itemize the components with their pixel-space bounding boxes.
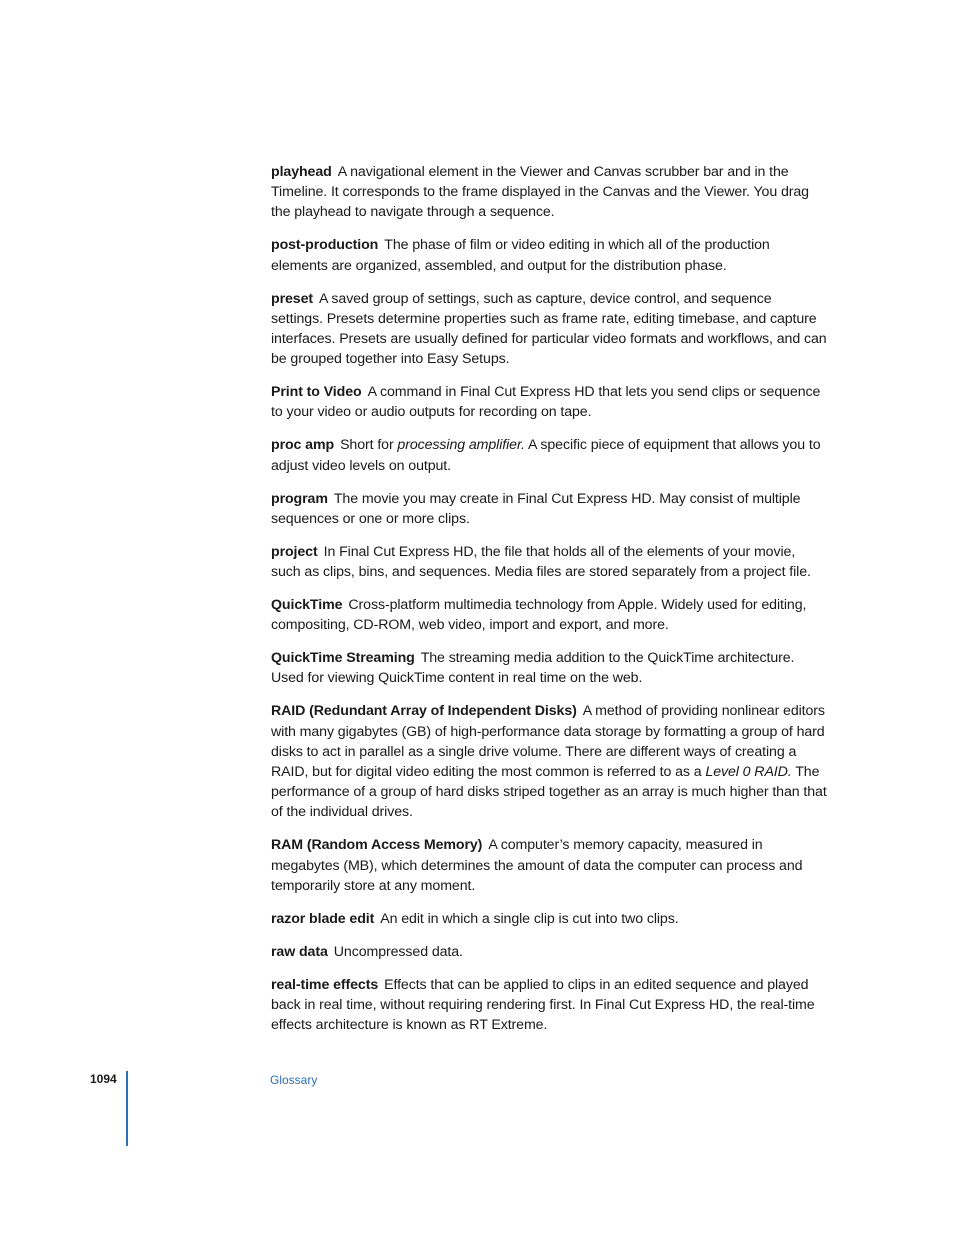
glossary-emphasis: processing amplifier.: [397, 437, 525, 454]
glossary-entry: [271, 435, 827, 475]
glossary-entry: [271, 909, 827, 929]
glossary-entry: [271, 595, 827, 635]
glossary-definition: The performance of a group of hard disks striped together as an array is much higher than that of the individual drives.: [271, 764, 827, 821]
glossary-entry: [271, 162, 827, 223]
glossary-definition: A saved group of settings, such as capture, device control, and sequence settings. Presets determine properties such as frame rate, editing timebase, and capture interfaces. Presets are usually defined for particular video formats and workflows, and can be grouped together into Easy Setups.: [271, 290, 827, 368]
glossary-entry: [271, 835, 827, 896]
glossary-term: post-production: [271, 237, 379, 254]
glossary-entry: [271, 489, 827, 529]
glossary-term: QuickTime Streaming: [271, 650, 415, 667]
glossary-term: raw data: [271, 943, 328, 960]
glossary-entry: [271, 648, 827, 688]
glossary-definition: Effects that can be applied to clips in an edited sequence and played back in real time, without requiring rendering first. In Final Cut Express HD, the real-time effects architecture is known as RT Extreme.: [271, 976, 815, 1034]
glossary-term: RAM (Random Access Memory): [271, 837, 483, 854]
glossary-definition: A command in Final Cut Express HD that lets you send clips or sequence to your video or audio outputs for recording on tape.: [271, 384, 821, 421]
glossary-definition: In Final Cut Express HD, the file that holds all of the elements of your movie, such as clips, bins, and sequences. Media files are stored separately from a project file.: [271, 543, 811, 581]
glossary-term: preset: [271, 290, 313, 307]
glossary-term: project: [271, 543, 318, 560]
glossary-term: program: [271, 490, 328, 507]
glossary-definition: A method of providing nonlinear editors with many gigabytes (GB) of high-performance data storage by formatting a group of hard disks to act in parallel as a single drive volume. There are different ways of creating a RAID, but for digital video editing the most common is referred to as a: [271, 703, 825, 781]
glossary-term: razor blade edit: [271, 910, 375, 927]
glossary-term: QuickTime: [271, 597, 343, 614]
glossary-term: playhead: [271, 164, 332, 180]
glossary-entry: [271, 289, 827, 370]
glossary-definition: The movie you may create in Final Cut Express HD. May consist of multiple sequences or one or more clips.: [271, 490, 801, 527]
glossary-term: proc amp: [271, 437, 335, 454]
glossary-term: RAID (Redundant Array of Independent Disks): [271, 703, 577, 720]
glossary-entry: [271, 942, 827, 962]
glossary-definition: An edit in which a single clip is cut into two clips.: [380, 910, 679, 927]
glossary-term: real-time effects: [271, 976, 379, 993]
glossary-definition: A navigational element in the Viewer and Canvas scrubber bar and in the Timeline. It corresponds to the frame displayed in the Canvas and the Viewer. You drag the playhead to navigate through a sequence.: [271, 164, 809, 221]
glossary-definition: A specific piece of equipment that allows you to adjust video levels on output.: [271, 437, 821, 474]
glossary-entry: [271, 542, 827, 582]
glossary-term: Print to Video: [271, 384, 362, 401]
glossary-entry: [271, 701, 827, 822]
section-link-glossary[interactable]: Glossary: [270, 1073, 318, 1087]
glossary-definition: Cross-platform multimedia technology from Apple. Widely used for editing, compositing, CD-ROM, web video, import and export, and more.: [271, 597, 807, 634]
glossary-entry: [271, 235, 827, 275]
glossary-definition: Short for: [340, 437, 398, 454]
glossary-definition: Uncompressed data.: [333, 943, 463, 960]
glossary-definition: The phase of film or video editing in which all of the production elements are organized, assembled, and output for the distribution phase.: [271, 237, 770, 274]
glossary-entry: [271, 975, 827, 1036]
glossary-definition: A computer’s memory capacity, measured in megabytes (MB), which determines the amount of data the computer can process and temporarily store at any moment.: [271, 837, 803, 894]
page-number: 1094: [90, 1072, 117, 1086]
glossary-emphasis: Level 0 RAID.: [705, 764, 792, 781]
glossary-definition: The streaming media addition to the QuickTime architecture. Used for viewing QuickTime content in real time on the web.: [271, 650, 795, 687]
glossary-entry: [271, 382, 827, 422]
footer-divider: [126, 1071, 128, 1146]
glossary-body: [271, 162, 827, 1048]
